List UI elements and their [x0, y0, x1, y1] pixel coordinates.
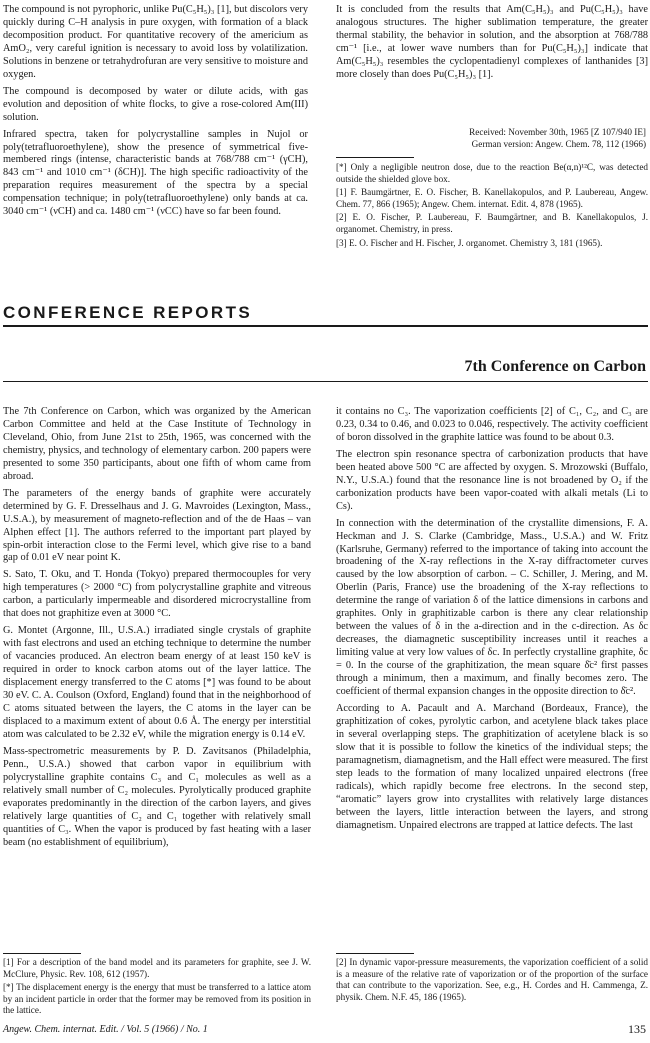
paragraph: In connection with the determination of the crystallite dimensions, F. A. Heckman and J. S. Clarke (Cambridge, Mass., U.S.A.) and W. Fritz (Karlsruhe, Germany) referred to the importance of taking into account the broadening of the X-ray reflections in the X-ray diffractometer curves caused by the low absorption of carbon. – C. Schiller, J. Mering, and M. Oberlin (Paris, France) use the broadening of the X-ray reflections to determine the range of variation δ of the lattice dimensions in carbons and graphites. Only in graphitizable carbon is there any clear relationship between the values of δ in the a-direction and in the c-direction. As δc decreases, the diamagnetic susceptibility increases until it reaches a limiting value at very low values of δc. In perfectly crystalline graphite, δc = 0. In the course of the graphitization, the mean square δ̄c² first passes through a minimum, then a maximum, and finally becomes zero. The coefficient of thermal expansion changes in the opposite direction to δ̄c².	[336, 517, 648, 698]
right-footnotes	[336, 957, 648, 1005]
article-title: 7th Conference on Carbon	[464, 358, 646, 375]
footnote: [1] For a description of the band model and its parameters for graphite, see J. W. McClure, Physic. Rev. 108, 612 (1957).	[3, 957, 311, 979]
paragraph: The compound is not pyrophoric, unlike Pu(C₅H₅)₃ [1], but discolors very quickly during C–H analysis in pure oxygen, with formation of a black decomposition product. For quantitative recovery of the americium as AmO₂, very careful ignition is necessary to avoid loss by volatilization. Solutions in benzene or tetrahydrofuran are very sensitive to moisture and oxygen.	[3, 4, 308, 80]
page-number: 135	[628, 1022, 646, 1036]
journal-citation: Angew. Chem. internat. Edit. / Vol. 5 (1966) / No. 1	[3, 1024, 208, 1035]
paragraph: According to A. Pacault and A. Marchand (Bordeaux, France), the graphitization of cokes, pyrolytic carbon, and acetylene black takes place in several overlapping steps. The graphitization of acetylene black is so slow that it is possible to follow the kinetics of the individual steps; the paramagnetism, diamagnetism, and the Hall effect were measured. The first step leads to the formation of many localized unpaired electrons (free radicals), which rapidly become free electrons. In the second step, “aromatic” layers grow into crystallites with relatively large distances between the layers, little interaction between the layers, and strong diamagnetism. Unpaired electrons are trapped at lattice defects. The last	[336, 702, 648, 831]
footnote: [*] The displacement energy is the energy that must be transferred to a lattice atom by an incident particle in order that the former may be removed from its position in the lattice.	[3, 982, 311, 1016]
german-version: German version: Angew. Chem. 78, 112 (1966)	[471, 139, 646, 149]
top-right-column	[336, 4, 648, 86]
left-body-column	[3, 406, 311, 853]
paragraph: It is concluded from the results that Am(C₅H₅)₃ and Pu(C₅H₅)₃ have analogous structures. The higher sublimation temperature, the greater thermal stability, the behavior in solution, and the absorption at 768/788 cm⁻¹ [i.e., at lower wave numbers than for Pu(C₅H₅)₃] indicate that Am(C₅H₅)₃ resembles the cyclopentadienyl complexes of lanthanides [3] more closely than does Pu(C₅H₅)₃ [1].	[336, 4, 648, 80]
paragraph: S. Sato, T. Oku, and T. Honda (Tokyo) prepared thermocouples for very high temperatures (> 2000 °C) from polycrystalline graphite and vitreous carbon, a particularly impermeable and disordered microcrystalline from that does not graphitize even at 3000 °C.	[3, 569, 311, 620]
footnote-divider	[3, 953, 81, 954]
paragraph: The compound is decomposed by water or dilute acids, with gas evolution and deposition of white flocks, to give a rose-colored Am(III) solution.	[3, 85, 308, 123]
footnote: [1] F. Baumgärtner, E. O. Fischer, B. Kanellakopulos, and P. Laubereau, Angew. Chem. 77, 866 (1965); Angew. Chem. internat. Edit. 4, 878 (1965).	[336, 187, 648, 209]
right-body-column	[336, 406, 648, 837]
left-footnotes	[3, 957, 311, 1019]
paragraph: Infrared spectra, taken for polycrystalline samples in Nujol or poly(tetrafluoroethylene), show the presence of symmetrical five-membered rings (intense, characteristic bands at 768/788 cm⁻¹ (γCH), 843 cm⁻¹ and 1010 cm⁻¹ (δCH)]. The high specific radioactivity of the preparation requires measurement of the spectra by a special compensation technique; in poly(tetrafluoroethylene) only bands at ca. 3040 cm⁻¹ (νCH) and ca. 1480 cm⁻¹ (νCC) have so far been found.	[3, 128, 308, 218]
top-left-column	[3, 4, 308, 223]
paragraph: The parameters of the energy bands of graphite were accurately determined by G. F. Dresselhaus and J. G. Mavroides (Lexington, Mass., U.S.A.), by measurement of magneto-reflection and of the de Haas – van Alphen effect [1]. The authors referred to the important part played by spin-orbit interaction close to the Fermi level, which give rise to a band gap of 0.01 eV near point K.	[3, 487, 311, 564]
footnote-divider	[336, 157, 414, 158]
paragraph: The 7th Conference on Carbon, which was organized by the American Carbon Committee and held at the Case Institute of Technology in Cleveland, Ohio, from June 21st to 25th, 1965, was concerned with the chemistry, physics, and technology of elementary carbon. 200 papers were presented to some 350 participants, about one fifth of whom came from abroad.	[3, 406, 311, 482]
footnote: [3] E. O. Fischer and H. Fischer, J. organomet. Chemistry 3, 181 (1965).	[336, 237, 603, 248]
paragraph: G. Montet (Argonne, Ill., U.S.A.) irradiated single crystals of graphite with fast electrons and used an etching technique to determine the number of vacancies produced. An electron beam energy of at least 150 keV is required in order to knock carbon atoms out of the layer lattice. The displacement energy transferred to the C atoms [*] was found to be about 30 eV. C. A. Coulson (Oxford, England) found that in the neighborhood of C atoms situated between the layers, the C atoms in the layer can be displaced to a maximum extent of about 0.6 Å. The energy per interstitial atom was calculated to be 2.32 eV, while the migration energy is 0.14 eV.	[3, 625, 311, 740]
received-note	[336, 126, 646, 150]
title-rule	[3, 381, 648, 382]
paragraph: The electron spin resonance spectra of carbonization products that have been heated above 500 °C are affected by oxygen. S. Mrozowski (Buffalo, N.Y., U.S.A.) found that the resonance line is not broadened by O₂ if the carbonization products have been vapor-coated with alkali metals (Li to Cs).	[336, 448, 648, 512]
top-right-footnotes	[336, 162, 648, 251]
paragraph: it contains no C₃. The vaporization coefficients [2] of C₁, C₂, and C₃ are 0.23, 0.34 to 0.46, and 0.023 to 0.046, respectively. The activity coefficient of boron dissolved in the graphite lattice was found to be about 0.3.	[336, 406, 648, 443]
footnote-divider	[336, 953, 414, 954]
section-heading: CONFERENCE REPORTS	[3, 303, 253, 322]
paragraph: Mass-spectrometric measurements by P. D. Zavitsanos (Philadelphia, Penn., U.S.A.) showed that carbon vapor in equilibrium with polycrystalline graphite contains C₃ and C₁ molecules as well as a relatively small number of C₂ molecules. Pyrolytically produced graphite evaporates predominantly in the direction of the carbon layers, and gives relatively large quantities of C₂ and C₁ together with relatively small quantities of C₃. When the vapor is produced by fast heating with a laser beam (no establishment of equilibrium),	[3, 745, 311, 848]
section-rule	[3, 325, 648, 327]
received-date: Received: November 30th, 1965 [Z 107/940 IE]	[469, 127, 646, 137]
footnote: [2] E. O. Fischer, P. Laubereau, F. Baumgärtner, and B. Kanellakopulos, J. organomet. Chemistry, in press.	[336, 212, 648, 234]
footnote: [2] In dynamic vapor-pressure measurements, the vaporization coefficient of a solid is a measure of the relative rate of vaporization or of the proportion of the surface that can contribute to the vaporization. See, e.g., H. Cordes and H. Cammenga, Z. physik. Chem. N.F. 45, 186 (1965).	[336, 957, 648, 1002]
footnote: [*] Only a negligible neutron dose, due to the reaction Be(α,n)¹²C, was detected outside the shielded glove box.	[336, 162, 648, 184]
